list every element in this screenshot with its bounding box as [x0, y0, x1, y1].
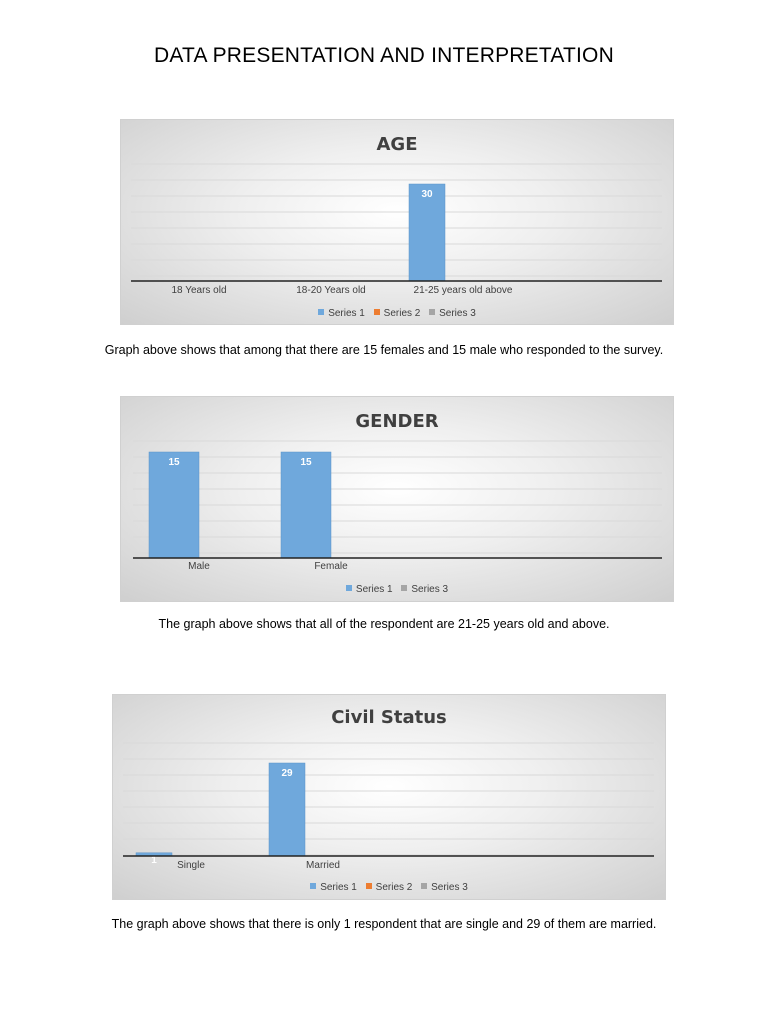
series-1-swatch	[346, 585, 352, 591]
chart-legend	[121, 584, 673, 595]
data-label: 15	[300, 457, 312, 468]
chart-legend	[113, 882, 665, 893]
series-3-swatch	[429, 309, 435, 315]
legend-label: Series 1	[328, 308, 365, 319]
category-label: 18 Years old	[171, 285, 227, 296]
civil-status-caption: The graph above shows that there is only 1 respondent that are single and 29 of them are married.	[111, 917, 657, 931]
chart-title: Civil Status	[331, 707, 447, 728]
page-title: DATA PRESENTATION AND INTERPRETATION	[154, 44, 614, 67]
chart-title: AGE	[376, 134, 418, 155]
civil-status-chart	[112, 694, 666, 900]
legend-label: Series 2	[375, 882, 413, 893]
series-3-swatch	[421, 883, 427, 889]
legend-item-series-3	[421, 882, 468, 893]
legend-label: Series 3	[439, 308, 476, 319]
data-label: 15	[168, 457, 180, 468]
gender-chart-plot	[121, 397, 673, 601]
legend-label: Series 3	[431, 882, 468, 893]
gender-caption: The graph above shows that all of the respondent are 21-25 years old and above.	[158, 617, 610, 631]
legend-item-series-1	[346, 584, 393, 595]
category-label: 21-25 years old above	[413, 285, 513, 296]
legend-item-series-3	[401, 584, 448, 595]
series-1-swatch	[318, 309, 324, 315]
age-chart-plot	[121, 120, 673, 324]
legend-label: Series 2	[383, 308, 421, 319]
data-label: 29	[281, 768, 293, 779]
legend-item-series-2	[366, 882, 413, 893]
legend-item-series-3	[429, 308, 476, 319]
legend-label: Series 1	[320, 882, 357, 893]
age-caption: Graph above shows that among that there are 15 females and 15 male who responded to the survey.	[104, 343, 664, 357]
chart-legend	[121, 308, 673, 319]
legend-item-series-2	[374, 308, 421, 319]
data-label: 30	[421, 189, 433, 200]
category-label: 18-20 Years old	[296, 285, 366, 296]
series-2-swatch	[366, 883, 372, 889]
gender-chart	[120, 396, 674, 602]
legend-item-series-1	[318, 308, 365, 319]
category-label: Male	[188, 561, 210, 572]
data-label: 1	[151, 855, 157, 866]
civil-status-chart-plot	[113, 695, 665, 899]
legend-label: Series 1	[355, 584, 393, 595]
category-label: Female	[314, 561, 348, 572]
age-chart	[120, 119, 674, 325]
series-2-swatch	[374, 309, 380, 315]
legend-item-series-1	[310, 882, 357, 893]
legend-label: Series 3	[411, 584, 449, 595]
category-label: Single	[177, 860, 205, 871]
series-1-swatch	[310, 883, 316, 889]
category-label: Married	[306, 860, 340, 871]
chart-title: GENDER	[355, 411, 439, 432]
series-3-swatch	[401, 585, 407, 591]
